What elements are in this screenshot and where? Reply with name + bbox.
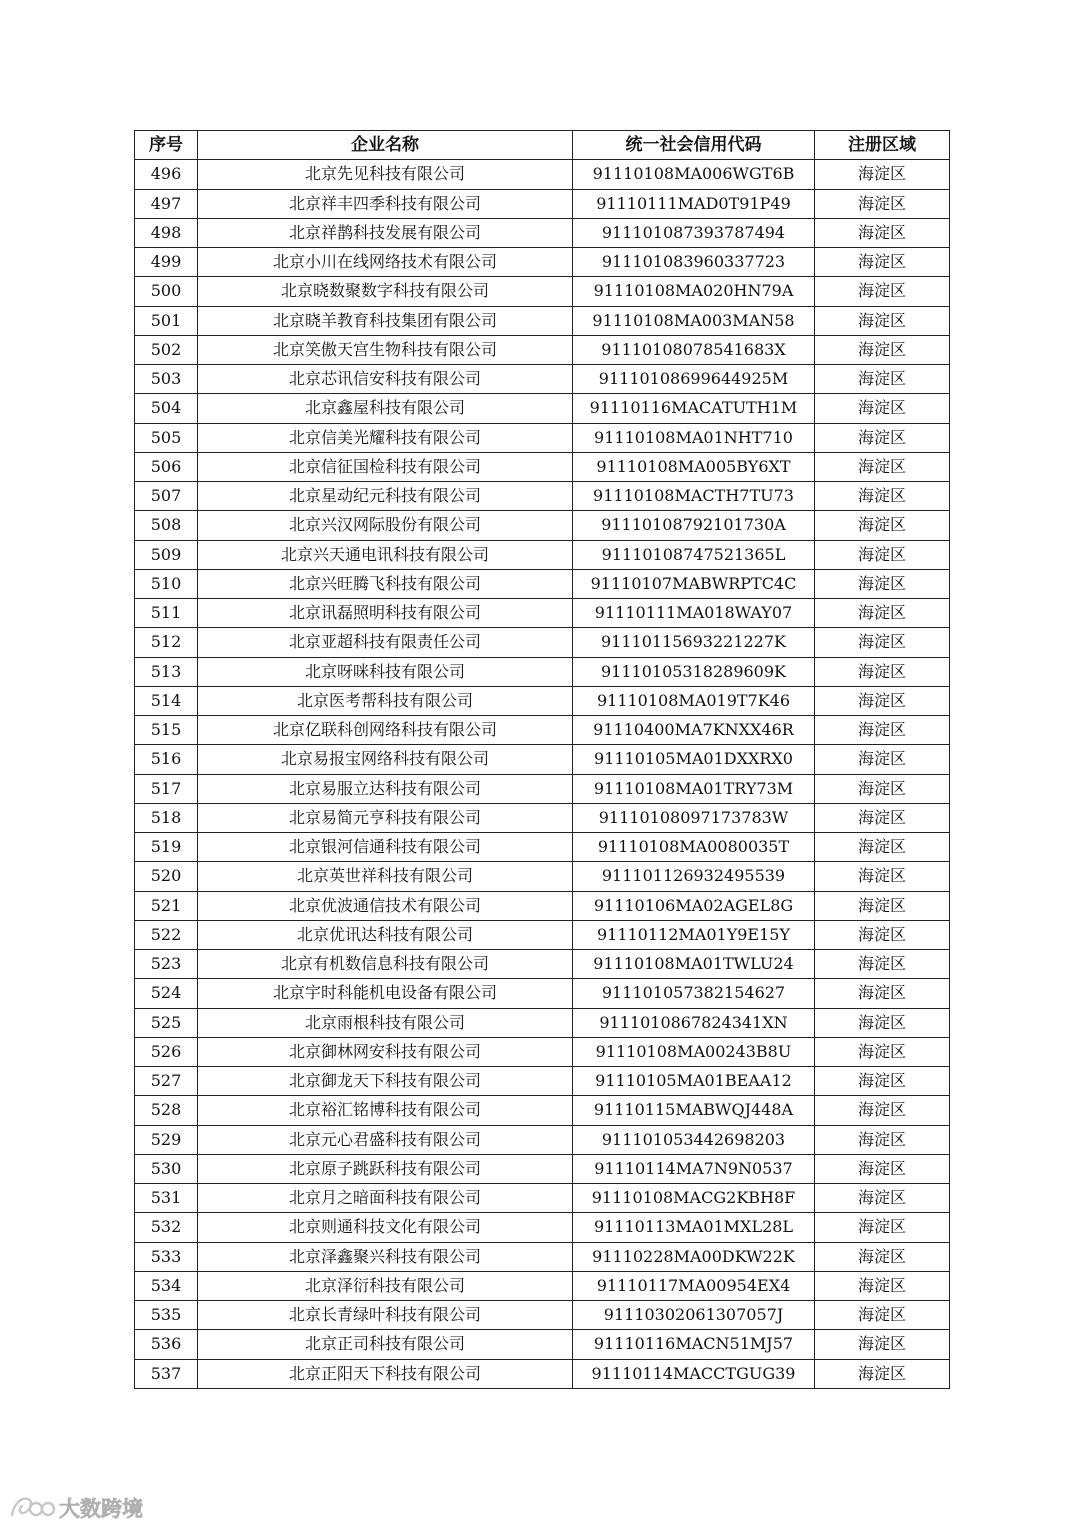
- company-name: 北京易服立达科技有限公司: [198, 774, 573, 803]
- watermark-logo-icon: [8, 1489, 148, 1525]
- credit-code: 911101083960337723: [573, 248, 815, 277]
- credit-code: 91110108MA020HN79A: [573, 277, 815, 306]
- credit-code: 91110108MACTH7TU73: [573, 482, 815, 511]
- header-index: 序号: [135, 131, 198, 160]
- row-index: 527: [135, 1067, 198, 1096]
- district: 海淀区: [815, 540, 950, 569]
- table-row: [135, 1330, 950, 1359]
- credit-code: 91110108792101730A: [573, 511, 815, 540]
- credit-code: 91110108078541683X: [573, 335, 815, 364]
- credit-code: 91110111MA018WAY07: [573, 599, 815, 628]
- table-row: [135, 686, 950, 715]
- district: 海淀区: [815, 423, 950, 452]
- district: 海淀区: [815, 833, 950, 862]
- company-name: 北京信征国检科技有限公司: [198, 452, 573, 481]
- company-name: 北京先见科技有限公司: [198, 160, 573, 189]
- table-row: [135, 365, 950, 394]
- company-name: 北京裕汇铭博科技有限公司: [198, 1096, 573, 1125]
- row-index: 514: [135, 686, 198, 715]
- district: 海淀区: [815, 891, 950, 920]
- row-index: 524: [135, 979, 198, 1008]
- credit-code: 91110112MA01Y9E15Y: [573, 920, 815, 949]
- credit-code: 91110106MA02AGEL8G: [573, 891, 815, 920]
- credit-code: 91110302061307057J: [573, 1301, 815, 1330]
- company-name: 北京优讯达科技有限公司: [198, 920, 573, 949]
- row-index: 535: [135, 1301, 198, 1330]
- table-row: [135, 1271, 950, 1300]
- company-name: 北京兴汉网际股份有限公司: [198, 511, 573, 540]
- row-index: 537: [135, 1359, 198, 1388]
- table-row: [135, 248, 950, 277]
- district: 海淀区: [815, 218, 950, 247]
- row-index: 509: [135, 540, 198, 569]
- company-name: 北京易简元亨科技有限公司: [198, 803, 573, 832]
- row-index: 525: [135, 1008, 198, 1037]
- district: 海淀区: [815, 189, 950, 218]
- district: 海淀区: [815, 1125, 950, 1154]
- district: 海淀区: [815, 335, 950, 364]
- company-name: 北京医考帮科技有限公司: [198, 686, 573, 715]
- district: 海淀区: [815, 1242, 950, 1271]
- row-index: 496: [135, 160, 198, 189]
- credit-code: 91110116MACATUTH1M: [573, 394, 815, 423]
- company-name: 北京亚超科技有限责任公司: [198, 628, 573, 657]
- table-row: [135, 452, 950, 481]
- credit-code: 91110116MACN51MJ57: [573, 1330, 815, 1359]
- table-row: [135, 745, 950, 774]
- row-index: 510: [135, 569, 198, 598]
- row-index: 501: [135, 306, 198, 335]
- company-name: 北京鑫屋科技有限公司: [198, 394, 573, 423]
- row-index: 526: [135, 1037, 198, 1066]
- credit-code: 91110114MACCTGUG39: [573, 1359, 815, 1388]
- district: 海淀区: [815, 306, 950, 335]
- company-name: 北京祥丰四季科技有限公司: [198, 189, 573, 218]
- company-name: 北京正司科技有限公司: [198, 1330, 573, 1359]
- row-index: 511: [135, 599, 198, 628]
- row-index: 534: [135, 1271, 198, 1300]
- district: 海淀区: [815, 1154, 950, 1183]
- row-index: 507: [135, 482, 198, 511]
- company-name: 北京呀咪科技有限公司: [198, 657, 573, 686]
- credit-code: 91110107MABWRPTC4C: [573, 569, 815, 598]
- table-row: [135, 1213, 950, 1242]
- credit-code: 91110108MA005BY6XT: [573, 452, 815, 481]
- credit-code: 91110113MA01MXL28L: [573, 1213, 815, 1242]
- district: 海淀区: [815, 774, 950, 803]
- row-index: 522: [135, 920, 198, 949]
- company-name: 北京信美光耀科技有限公司: [198, 423, 573, 452]
- company-name: 北京晓数聚数字科技有限公司: [198, 277, 573, 306]
- credit-code: 91110105318289609K: [573, 657, 815, 686]
- row-index: 533: [135, 1242, 198, 1271]
- company-name: 北京笑傲天宫生物科技有限公司: [198, 335, 573, 364]
- credit-code: 91110108747521365L: [573, 540, 815, 569]
- company-name: 北京原子跳跃科技有限公司: [198, 1154, 573, 1183]
- district: 海淀区: [815, 1271, 950, 1300]
- row-index: 517: [135, 774, 198, 803]
- company-name: 北京亿联科创网络科技有限公司: [198, 716, 573, 745]
- district: 海淀区: [815, 979, 950, 1008]
- district: 海淀区: [815, 1096, 950, 1125]
- row-index: 519: [135, 833, 198, 862]
- company-name: 北京讯磊照明科技有限公司: [198, 599, 573, 628]
- header-district: 注册区域: [815, 131, 950, 160]
- company-name: 北京小川在线网络技术有限公司: [198, 248, 573, 277]
- table-row: [135, 277, 950, 306]
- credit-code: 91110400MA7KNXX46R: [573, 716, 815, 745]
- credit-code: 91110117MA00954EX4: [573, 1271, 815, 1300]
- company-name: 北京泽鑫聚兴科技有限公司: [198, 1242, 573, 1271]
- district: 海淀区: [815, 1037, 950, 1066]
- district: 海淀区: [815, 1067, 950, 1096]
- table-row: [135, 979, 950, 1008]
- table-row: [135, 423, 950, 452]
- row-index: 513: [135, 657, 198, 686]
- district: 海淀区: [815, 511, 950, 540]
- district: 海淀区: [815, 1008, 950, 1037]
- district: 海淀区: [815, 1359, 950, 1388]
- district: 海淀区: [815, 569, 950, 598]
- row-index: 504: [135, 394, 198, 423]
- table-header-row: [135, 131, 950, 160]
- credit-code: 91110108MA00243B8U: [573, 1037, 815, 1066]
- table-row: [135, 218, 950, 247]
- credit-code: 91110108MA019T7K46: [573, 686, 815, 715]
- company-name: 北京泽衍科技有限公司: [198, 1271, 573, 1300]
- row-index: 529: [135, 1125, 198, 1154]
- district: 海淀区: [815, 248, 950, 277]
- credit-code: 911101057382154627: [573, 979, 815, 1008]
- table-row: [135, 1008, 950, 1037]
- credit-code: 91110105MA01DXXRX0: [573, 745, 815, 774]
- table-row: [135, 160, 950, 189]
- credit-code: 91110108MA006WGT6B: [573, 160, 815, 189]
- table-row: [135, 628, 950, 657]
- district: 海淀区: [815, 1213, 950, 1242]
- district: 海淀区: [815, 482, 950, 511]
- credit-code: 91110108MA01TRY73M: [573, 774, 815, 803]
- district: 海淀区: [815, 365, 950, 394]
- district: 海淀区: [815, 686, 950, 715]
- table-row: [135, 306, 950, 335]
- company-name: 北京晓羊教育科技集团有限公司: [198, 306, 573, 335]
- company-name: 北京英世祥科技有限公司: [198, 862, 573, 891]
- credit-code: 91110105MA01BEAA12: [573, 1067, 815, 1096]
- table-row: [135, 920, 950, 949]
- table-row: [135, 774, 950, 803]
- district: 海淀区: [815, 160, 950, 189]
- row-index: 503: [135, 365, 198, 394]
- company-name: 北京祥鹊科技发展有限公司: [198, 218, 573, 247]
- table-row: [135, 1125, 950, 1154]
- district: 海淀区: [815, 803, 950, 832]
- district: 海淀区: [815, 716, 950, 745]
- table-row: [135, 189, 950, 218]
- credit-code: 911101126932495539: [573, 862, 815, 891]
- table-row: [135, 1067, 950, 1096]
- row-index: 531: [135, 1184, 198, 1213]
- credit-code: 91110108MA0080035T: [573, 833, 815, 862]
- district: 海淀区: [815, 599, 950, 628]
- row-index: 515: [135, 716, 198, 745]
- row-index: 520: [135, 862, 198, 891]
- header-company-name: 企业名称: [198, 131, 573, 160]
- row-index: 536: [135, 1330, 198, 1359]
- table-row: [135, 803, 950, 832]
- row-index: 532: [135, 1213, 198, 1242]
- row-index: 528: [135, 1096, 198, 1125]
- row-index: 498: [135, 218, 198, 247]
- company-name: 北京正阳天下科技有限公司: [198, 1359, 573, 1388]
- row-index: 502: [135, 335, 198, 364]
- table-row: [135, 1184, 950, 1213]
- row-index: 499: [135, 248, 198, 277]
- row-index: 500: [135, 277, 198, 306]
- table-row: [135, 540, 950, 569]
- table-row: [135, 1154, 950, 1183]
- district: 海淀区: [815, 745, 950, 774]
- credit-code: 91110114MA7N9N0537: [573, 1154, 815, 1183]
- row-index: 521: [135, 891, 198, 920]
- table-row: [135, 716, 950, 745]
- credit-code: 91110108MA01NHT710: [573, 423, 815, 452]
- credit-code: 9111010867824341XN: [573, 1008, 815, 1037]
- credit-code: 91110108699644925M: [573, 365, 815, 394]
- table-row: [135, 1096, 950, 1125]
- credit-code: 91110108MACG2KBH8F: [573, 1184, 815, 1213]
- district: 海淀区: [815, 394, 950, 423]
- district: 海淀区: [815, 950, 950, 979]
- table-row: [135, 891, 950, 920]
- credit-code: 91110115MABWQJ448A: [573, 1096, 815, 1125]
- header-credit-code: 统一社会信用代码: [573, 131, 815, 160]
- watermark: [8, 1489, 148, 1525]
- company-name: 北京优波通信技术有限公司: [198, 891, 573, 920]
- company-name: 北京雨根科技有限公司: [198, 1008, 573, 1037]
- district: 海淀区: [815, 1330, 950, 1359]
- row-index: 508: [135, 511, 198, 540]
- district: 海淀区: [815, 1184, 950, 1213]
- table-body: [135, 160, 950, 1389]
- district: 海淀区: [815, 452, 950, 481]
- row-index: 512: [135, 628, 198, 657]
- district: 海淀区: [815, 657, 950, 686]
- table-row: [135, 394, 950, 423]
- table-row: [135, 482, 950, 511]
- row-index: 523: [135, 950, 198, 979]
- credit-code: 91110228MA00DKW22K: [573, 1242, 815, 1271]
- row-index: 516: [135, 745, 198, 774]
- district: 海淀区: [815, 277, 950, 306]
- row-index: 518: [135, 803, 198, 832]
- credit-code: 91110108MA01TWLU24: [573, 950, 815, 979]
- table-row: [135, 862, 950, 891]
- company-name: 北京银河信通科技有限公司: [198, 833, 573, 862]
- row-index: 506: [135, 452, 198, 481]
- company-name: 北京御龙天下科技有限公司: [198, 1067, 573, 1096]
- table-row: [135, 950, 950, 979]
- company-name: 北京有机数信息科技有限公司: [198, 950, 573, 979]
- table-row: [135, 569, 950, 598]
- district: 海淀区: [815, 628, 950, 657]
- company-name: 北京芯讯信安科技有限公司: [198, 365, 573, 394]
- company-name: 北京兴旺腾飞科技有限公司: [198, 569, 573, 598]
- company-name: 北京易报宝网络科技有限公司: [198, 745, 573, 774]
- table-row: [135, 833, 950, 862]
- table-row: [135, 335, 950, 364]
- table-row: [135, 1037, 950, 1066]
- row-index: 497: [135, 189, 198, 218]
- company-name: 北京长青绿叶科技有限公司: [198, 1301, 573, 1330]
- company-name: 北京兴天通电讯科技有限公司: [198, 540, 573, 569]
- credit-code: 91110108739378749​4: [573, 218, 815, 247]
- company-name: 北京星动纪元科技有限公司: [198, 482, 573, 511]
- district: 海淀区: [815, 1301, 950, 1330]
- table-row: [135, 1359, 950, 1388]
- credit-code: 91110111MAD0T91P49: [573, 189, 815, 218]
- company-name: 北京则通科技文化有限公司: [198, 1213, 573, 1242]
- credit-code: 91110115693221227K: [573, 628, 815, 657]
- company-name: 北京御林网安科技有限公司: [198, 1037, 573, 1066]
- table-row: [135, 511, 950, 540]
- table-row: [135, 1301, 950, 1330]
- watermark-text: 大数跨境: [59, 1497, 143, 1521]
- table-row: [135, 1242, 950, 1271]
- table-row: [135, 657, 950, 686]
- row-index: 505: [135, 423, 198, 452]
- district: 海淀区: [815, 920, 950, 949]
- credit-code: 91110108MA003MAN58: [573, 306, 815, 335]
- company-name: 北京元心君盛科技有限公司: [198, 1125, 573, 1154]
- company-name: 北京宇时科能机电设备有限公司: [198, 979, 573, 1008]
- credit-code: 911101053442698203: [573, 1125, 815, 1154]
- company-name: 北京月之暗面科技有限公司: [198, 1184, 573, 1213]
- credit-code: 91110108097173783W: [573, 803, 815, 832]
- row-index: 530: [135, 1154, 198, 1183]
- enterprise-register-table: [134, 130, 950, 1389]
- district: 海淀区: [815, 862, 950, 891]
- table-row: [135, 599, 950, 628]
